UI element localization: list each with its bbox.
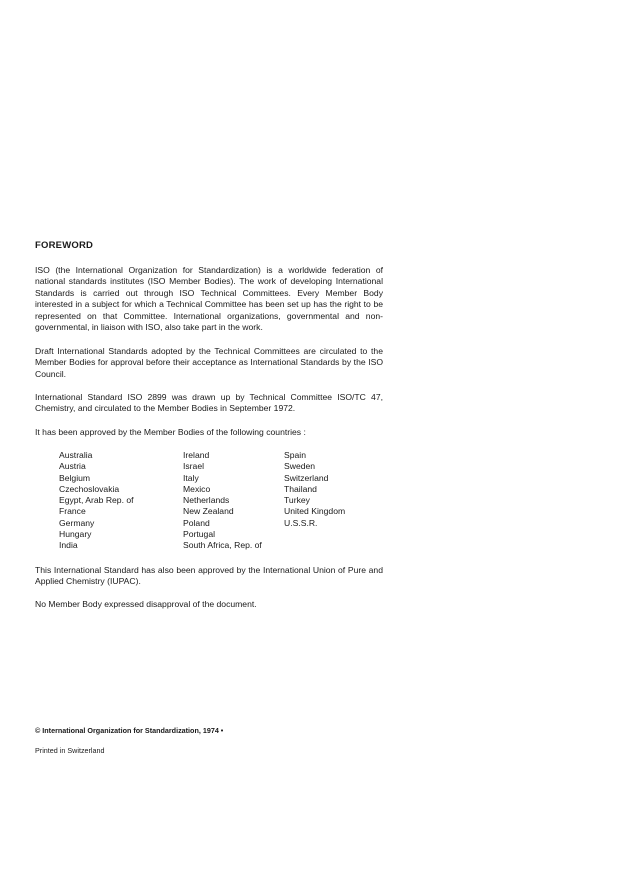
country-item: Czechoslovakia [59,483,120,494]
country-item: Egypt, Arab Rep. of [59,495,134,506]
country-item: New Zealand [183,506,234,517]
country-item: Spain [284,450,306,460]
country-item: U.S.S.R. [284,517,318,528]
country-item: Thailand [284,483,317,494]
country-item: Australia [59,450,93,460]
country-item: India [59,540,78,551]
paragraph-iso-description: ISO (the International Organization for Standardization) is a worldwide federation of national standards institutes (ISO Member Bodies). The work of developing International Standards is carried out through ISO Technical Committees. Every Member Body interested in a subject for which a Technical Committee has been set up has the right to be represented on that Committee. International organizations, governmental and non-governmental, in liaison with ISO, also take part in the work. [35,265,383,333]
country-item: Poland [183,517,210,528]
copyright-notice: © International Organization for Standardization, 1974 • [35,726,224,735]
paragraph-no-disapproval: No Member Body expressed disapproval of the document. [35,599,257,609]
country-item: Hungary [59,529,92,540]
country-item: Israel [183,461,205,472]
page-title: FOREWORD [35,240,94,251]
country-item: Netherlands [183,495,230,506]
country-item: Belgium [59,472,91,483]
countries-column-2 [183,450,262,552]
countries-column-1 [59,450,134,552]
country-item: Portugal [183,529,216,540]
country-item: United Kingdom [284,506,346,517]
country-item: Ireland [183,450,210,460]
country-item: Italy [183,472,199,483]
paragraph-draft-standards: Draft International Standards adopted by the Technical Committees are circulated to the Member Bodies for approval before their acceptance as International Standards by the ISO Council. [35,346,383,379]
country-item: Austria [59,461,86,472]
country-item: France [59,506,86,517]
country-item: South Africa, Rep. of [183,540,262,551]
paragraph-iupac-approval: This International Standard has also been approved by the International Union of Pure and Applied Chemistry (IUPAC). [35,565,383,587]
countries-column-3 [284,450,345,529]
country-item: Switzerland [284,472,329,483]
country-item: Sweden [284,461,316,472]
country-item: Mexico [183,483,211,494]
paragraph-approval-intro: It has been approved by the Member Bodies of the following countries : [35,427,306,437]
paragraph-standard-origin: International Standard ISO 2899 was drawn up by Technical Committee ISO/TC 47, Chemistry, and circulated to the Member Bodies in September 1972. [35,392,383,414]
country-item: Germany [59,517,95,528]
printed-in-note: Printed in Switzerland [35,746,105,755]
country-item: Turkey [284,495,310,506]
